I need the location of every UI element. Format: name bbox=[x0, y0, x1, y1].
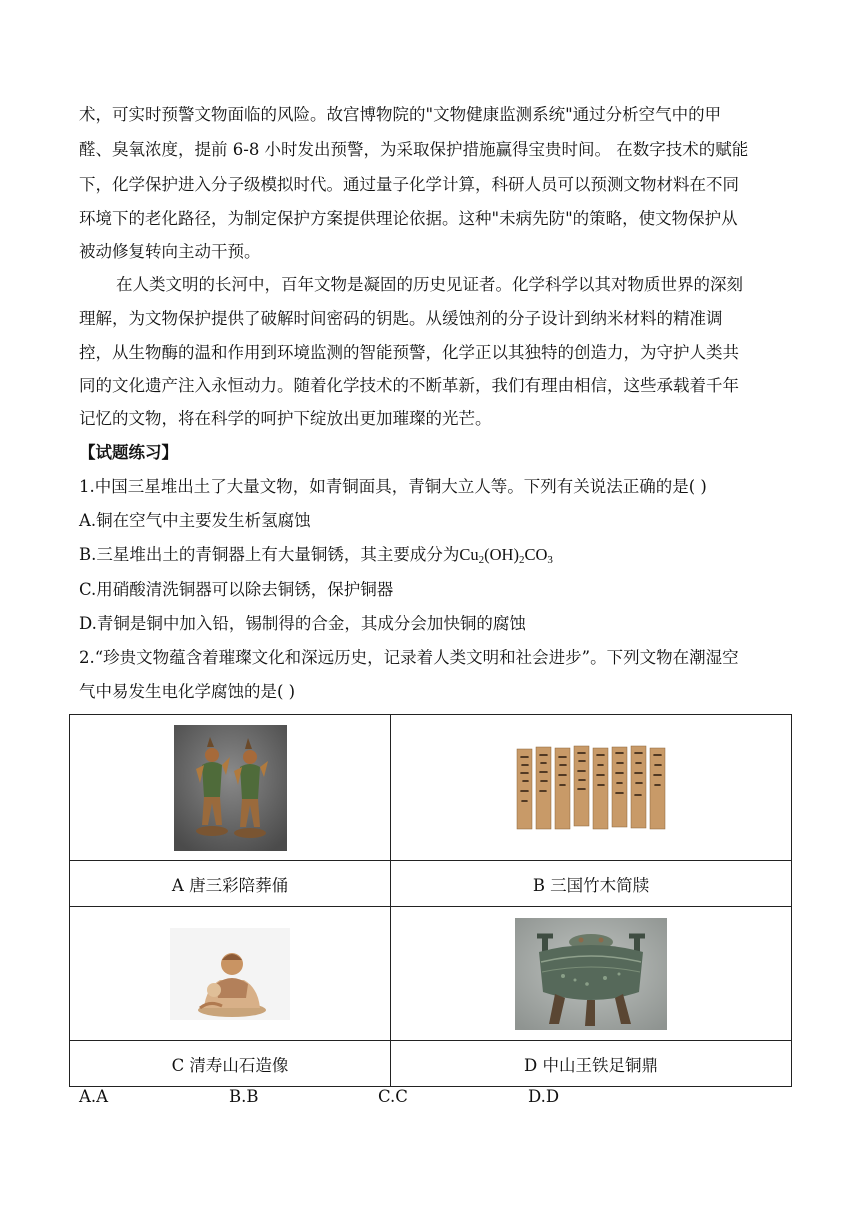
image-cell-a bbox=[70, 715, 391, 861]
question-1-option-a: A.铜在空气中主要发生析氢腐蚀 bbox=[79, 511, 311, 530]
paragraph-line: 被动修复转向主动干预。 bbox=[79, 242, 261, 261]
question-1-option-d: D.青铜是铜中加入铅，锡制得的合金，其成分会加快铜的腐蚀 bbox=[79, 614, 526, 633]
option-b: B.B bbox=[229, 1087, 259, 1106]
question-1-stem: 1.中国三星堆出土了大量文物，如青铜面具，青铜大立人等。下列有关说法正确的是( ) bbox=[79, 477, 707, 496]
question-1-option-b bbox=[79, 544, 553, 566]
image-cell-b bbox=[391, 715, 792, 861]
paragraph-line: 理解，为文物保护提供了破解时间密码的钥匙。从缓蚀剂的分子设计到纳米材料的精准调 bbox=[79, 309, 723, 328]
paragraph-line: 同的文化遗产注入永恒动力。随着化学技术的不断革新，我们有理由相信，这些承载着千年 bbox=[79, 376, 739, 395]
artifact-table bbox=[69, 714, 792, 1087]
paragraph-line: 醛、臭氧浓度，提前 6-8 小时发出预警，为采取保护措施赢得宝贵时间。 在数字技术的赋能 bbox=[79, 140, 749, 159]
option-b-text: B.三星堆出土的青铜器上有大量铜锈，其主要成分为 bbox=[79, 545, 460, 564]
caption-c: C 清寿山石造像 bbox=[70, 1041, 391, 1087]
image-cell-d bbox=[391, 907, 792, 1041]
bamboo-slips-image bbox=[515, 745, 667, 831]
caption-b: B 三国竹木简牍 bbox=[391, 861, 792, 907]
image-cell-c bbox=[70, 907, 391, 1041]
question-1-option-c: C.用硝酸清洗铜器可以除去铜锈，保护铜器 bbox=[79, 580, 394, 599]
chemical-formula: $Cu_2(OH)_2CO_3$ bbox=[459, 545, 553, 566]
option-d: D.D bbox=[528, 1087, 560, 1106]
section-title: 【试题练习】 bbox=[79, 443, 178, 462]
question-2-stem: 2.“珍贵文物蕴含着璀璨文化和深远历史，记录着人类文明和社会进步”。下列文物在潮湿空 bbox=[79, 648, 739, 667]
tang-sancai-figurines-image bbox=[174, 725, 287, 851]
paragraph-line: 记忆的文物，将在科学的呵护下绽放出更加璀璨的光芒。 bbox=[79, 409, 492, 428]
question-2-stem-cont: 气中易发生电化学腐蚀的是( ) bbox=[79, 682, 296, 701]
paragraph-line: 控，从生物酶的温和作用到环境监测的智能预警，化学正以其独特的创造力，为守护人类共 bbox=[79, 343, 739, 362]
paragraph-line: 下，化学保护进入分子级模拟时代。通过量子化学计算，科研人员可以预测文物材料在不同 bbox=[79, 175, 739, 194]
shoushan-stone-statue-image bbox=[170, 928, 290, 1020]
paragraph-line: 术，可实时预警文物面临的风险。故宫博物院的"文物健康监测系统"通过分析空气中的甲 bbox=[79, 105, 722, 124]
paragraph-line: 环境下的老化路径，为制定保护方案提供理论依据。这种"未病先防"的策略，使文物保护从 bbox=[79, 209, 738, 228]
caption-d: D 中山王铁足铜鼎 bbox=[391, 1041, 792, 1087]
option-a: A.A bbox=[79, 1087, 109, 1106]
option-c: C.C bbox=[378, 1087, 408, 1106]
caption-a: A 唐三彩陪葬俑 bbox=[70, 861, 391, 907]
paragraph-line: 在人类文明的长河中，百年文物是凝固的历史见证者。化学科学以其对物质世界的深刻 bbox=[116, 275, 743, 294]
iron-leg-bronze-ding-image bbox=[515, 918, 667, 1030]
